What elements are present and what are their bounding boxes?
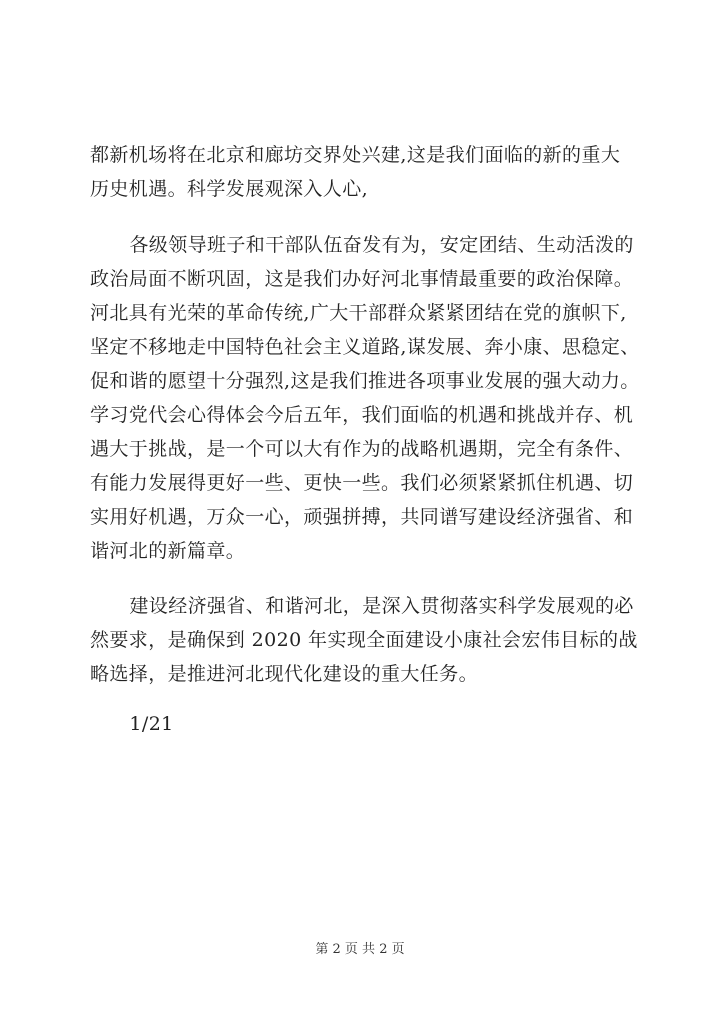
text-line: 政治局面不断巩固，这是我们办好河北事情最重要的政治保障。 xyxy=(90,268,634,290)
text-line: 谐河北的新篇章。 xyxy=(90,540,246,562)
text-line: 然要求，是确保到 2020 年实现全面建设小康社会宏伟目标的战 xyxy=(90,629,638,651)
text-line: 学习党代会心得体会今后五年，我们面临的机遇和挑战并存、机 xyxy=(90,404,634,426)
text-line: 实用好机遇，万众一心，顽强拼搏，共同谱写建设经济强省、和 xyxy=(90,506,634,528)
text-line: 促和谐的愿望十分强烈,这是我们推进各项事业发展的强大动力。 xyxy=(90,370,640,392)
text-line: 河北具有光荣的革命传统,广大干部群众紧紧团结在党的旗帜下, xyxy=(90,302,627,324)
text-line: 历史机遇。科学发展观深入人心, xyxy=(90,178,369,200)
text-line: 都新机场将在北京和廊坊交界处兴建,这是我们面临的新的重大 xyxy=(90,144,621,166)
text-line: 建设经济强省、和谐河北，是深入贯彻落实科学发展观的必 xyxy=(110,595,634,617)
text-line: 遇大于挑战，是一个可以大有作为的战略机遇期，完全有条件、 xyxy=(90,438,634,460)
text-line: 各级领导班子和干部队伍奋发有为，安定团结、生动活泼的 xyxy=(110,234,634,256)
text-line: 略选择，是推进河北现代化建设的重大任务。 xyxy=(90,663,479,685)
text-line: 坚定不移地走中国特色社会主义道路,谋发展、奔小康、思稳定、 xyxy=(90,336,640,358)
page-fraction: 1/21 xyxy=(110,713,174,735)
page-footer: 第 2 页 共 2 页 xyxy=(315,942,405,957)
text-line: 有能力发展得更好一些、更快一些。我们必须紧紧抓住机遇、切 xyxy=(90,472,634,494)
